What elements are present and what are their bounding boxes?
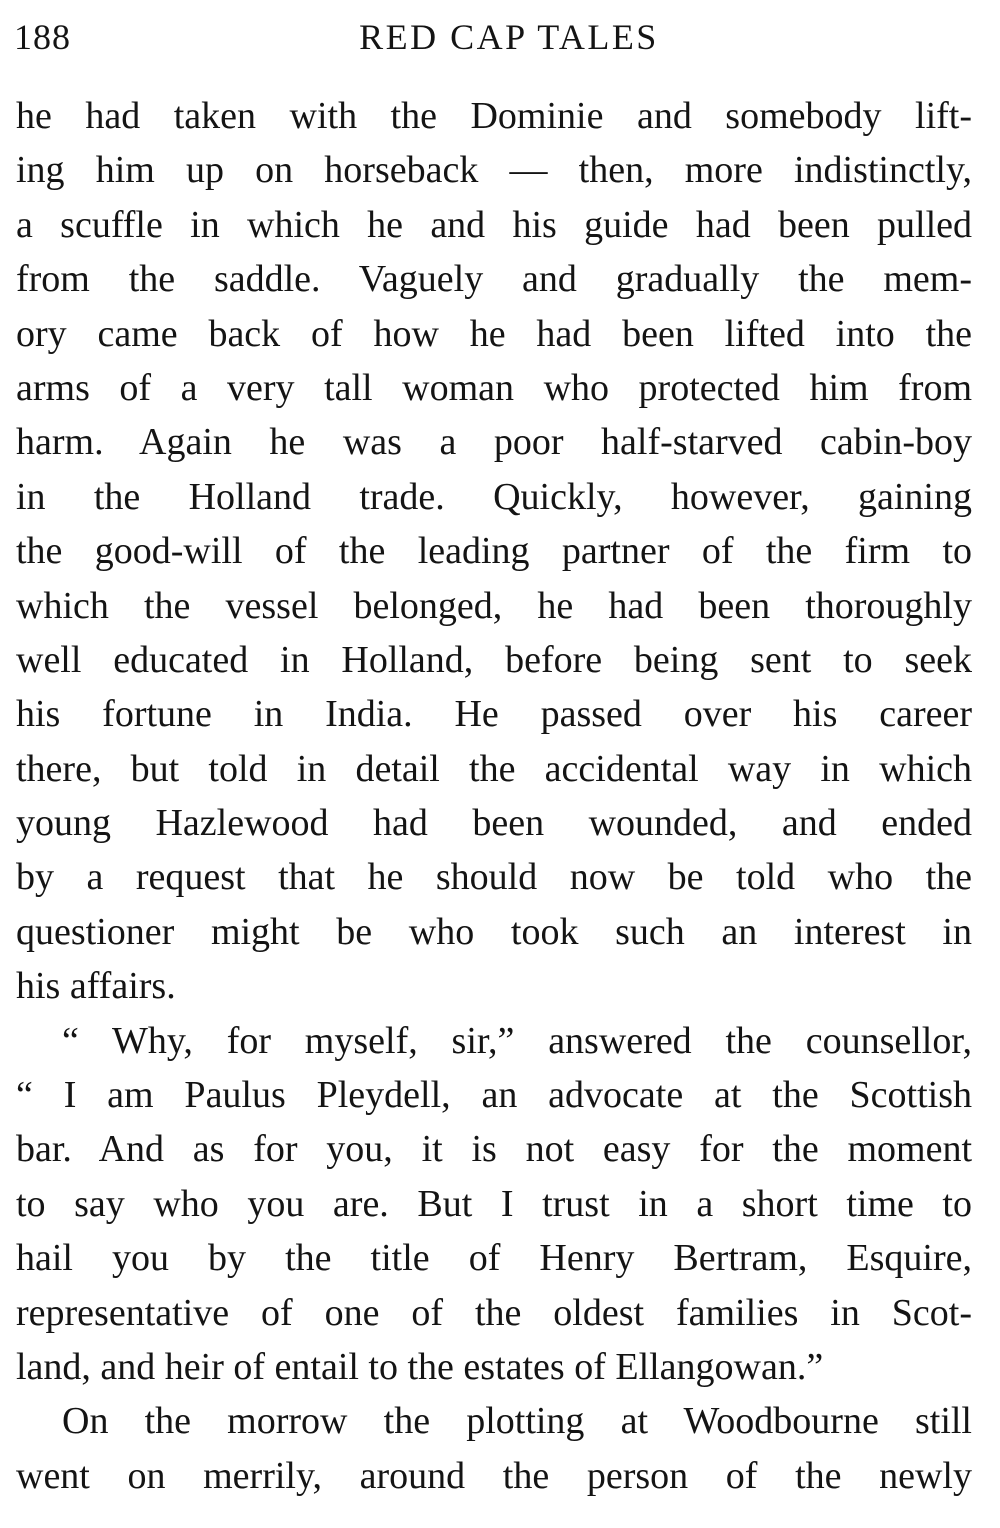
text-line: his fortune in India. He passed over his career bbox=[16, 693, 972, 736]
text-line: arms of a very tall woman who protected him from bbox=[16, 366, 972, 409]
body-text bbox=[16, 89, 972, 1503]
text-line: ing him up on horseback — then, more indistinctly, bbox=[16, 149, 972, 192]
text-line: land, and heir of entail to the estates of Ellangowan.” bbox=[16, 1345, 824, 1388]
running-head bbox=[14, 8, 974, 58]
text-line: he had taken with the Dominie and somebody lift- bbox=[16, 95, 972, 137]
text-line: ory came back of how he had been lifted into the bbox=[16, 312, 972, 355]
text-line: questioner might be who took such an interest in bbox=[16, 910, 972, 953]
text-line: “ Why, for myself, sir,” answered the counsellor, bbox=[62, 1019, 972, 1062]
text-line: hail you by the title of Henry Bertram, Esquire, bbox=[16, 1237, 972, 1280]
text-line: to say who you are. But I trust in a short time to bbox=[16, 1182, 972, 1225]
text-line: young Hazlewood had been wounded, and ended bbox=[16, 802, 972, 845]
page-number: 188 bbox=[14, 17, 71, 57]
text-line: in the Holland trade. Quickly, however, gaining bbox=[16, 475, 972, 518]
text-line: from the saddle. Vaguely and gradually the mem- bbox=[16, 258, 972, 301]
running-title: RED CAP TALES bbox=[359, 17, 659, 57]
text-line: On the morrow the plotting at Woodbourne still bbox=[62, 1400, 972, 1443]
text-line: which the vessel belonged, he had been thoroughly bbox=[16, 584, 972, 627]
text-line: the good-will of the leading partner of the firm to bbox=[16, 530, 972, 573]
text-line: went on merrily, around the person of the newly bbox=[16, 1454, 972, 1497]
text-line: a scuffle in which he and his guide had been pulled bbox=[16, 203, 972, 246]
text-line: well educated in Holland, before being sent to seek bbox=[16, 638, 972, 681]
text-line: representative of one of the oldest families in Scot- bbox=[16, 1291, 972, 1334]
text-line: “ I am Paulus Pleydell, an advocate at the Scottish bbox=[16, 1074, 972, 1117]
text-line: by a request that he should now be told who the bbox=[16, 856, 972, 899]
text-line: his affairs. bbox=[16, 965, 176, 1008]
text-line: harm. Again he was a poor half-starved cabin-boy bbox=[16, 421, 972, 464]
text-line: bar. And as for you, it is not easy for the moment bbox=[16, 1128, 972, 1171]
text-line: there, but told in detail the accidental way in which bbox=[16, 747, 972, 790]
